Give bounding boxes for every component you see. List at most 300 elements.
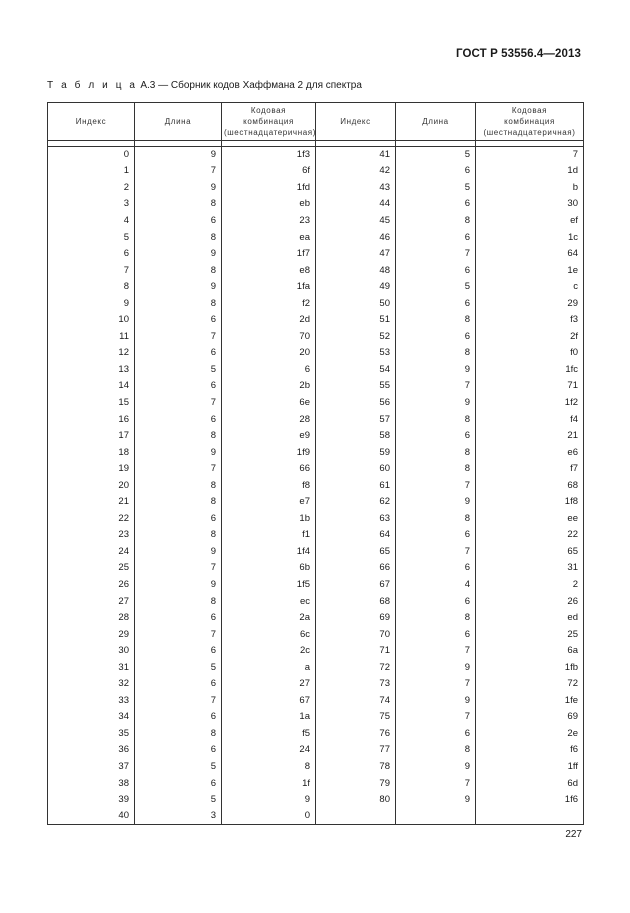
index-cell: 2 xyxy=(48,180,135,197)
length-cell: 9 xyxy=(396,693,476,710)
length-cell: 8 xyxy=(135,477,222,494)
length-cell: 6 xyxy=(396,726,476,743)
codeword-cell: 2e xyxy=(476,726,584,743)
index-cell: 18 xyxy=(48,444,135,461)
codeword-cell: 2d xyxy=(222,312,316,329)
index-cell: 80 xyxy=(316,792,396,809)
column-header-line: Кодовая xyxy=(250,106,287,115)
index-cell: 30 xyxy=(48,643,135,660)
codeword-cell: 1a xyxy=(222,709,316,726)
index-cell: 50 xyxy=(316,295,396,312)
length-cell: 7 xyxy=(396,246,476,263)
length-cell: 8 xyxy=(396,511,476,528)
index-cell: 16 xyxy=(48,411,135,428)
column-header xyxy=(222,103,316,141)
codeword-cell: 2 xyxy=(476,577,584,594)
length-cell: 6 xyxy=(135,709,222,726)
table-row xyxy=(48,494,584,511)
index-cell: 48 xyxy=(316,262,396,279)
codeword-cell: 1f6 xyxy=(476,792,584,809)
index-cell: 20 xyxy=(48,477,135,494)
codeword-cell: 2b xyxy=(222,378,316,395)
codeword-cell: 1c xyxy=(476,229,584,246)
index-cell: 64 xyxy=(316,527,396,544)
index-cell: 11 xyxy=(48,329,135,346)
codeword-cell: 1b xyxy=(222,511,316,528)
index-cell: 66 xyxy=(316,560,396,577)
codeword-cell: 64 xyxy=(476,246,584,263)
codeword-cell: f3 xyxy=(476,312,584,329)
table-row xyxy=(48,742,584,759)
table-row xyxy=(48,461,584,478)
codeword-cell: e8 xyxy=(222,262,316,279)
column-header xyxy=(396,103,476,141)
index-cell: 21 xyxy=(48,494,135,511)
table-row xyxy=(48,213,584,230)
index-cell: 31 xyxy=(48,659,135,676)
table-row xyxy=(48,329,584,346)
length-cell: 5 xyxy=(396,180,476,197)
index-cell: 54 xyxy=(316,362,396,379)
index-cell: 24 xyxy=(48,544,135,561)
codeword-cell: 6 xyxy=(222,362,316,379)
codeword-cell: 2a xyxy=(222,610,316,627)
index-cell: 52 xyxy=(316,329,396,346)
codeword-cell: 6f xyxy=(222,163,316,180)
length-cell: 6 xyxy=(396,626,476,643)
codeword-cell: 69 xyxy=(476,709,584,726)
index-cell: 28 xyxy=(48,610,135,627)
table-row xyxy=(48,527,584,544)
length-cell: 7 xyxy=(396,643,476,660)
codeword-cell: 21 xyxy=(476,428,584,445)
index-cell: 29 xyxy=(48,626,135,643)
codeword-cell: 1fb xyxy=(476,659,584,676)
index-cell: 13 xyxy=(48,362,135,379)
length-cell: 7 xyxy=(135,329,222,346)
codeword-cell: e7 xyxy=(222,494,316,511)
length-cell: 8 xyxy=(396,213,476,230)
length-cell: 9 xyxy=(396,792,476,809)
index-cell: 41 xyxy=(316,147,396,164)
length-cell: 8 xyxy=(135,196,222,213)
index-cell: 61 xyxy=(316,477,396,494)
codeword-cell: a xyxy=(222,659,316,676)
length-cell: 8 xyxy=(135,428,222,445)
codeword-cell: ee xyxy=(476,511,584,528)
index-cell: 72 xyxy=(316,659,396,676)
column-header-line: (шестнадцатеричная) xyxy=(483,128,576,137)
length-cell: 7 xyxy=(396,709,476,726)
codeword-cell: 6a xyxy=(476,643,584,660)
codeword-cell: c xyxy=(476,279,584,296)
codeword-cell: 6b xyxy=(222,560,316,577)
codeword-cell: 29 xyxy=(476,295,584,312)
column-header xyxy=(316,103,396,141)
codeword-cell: 1fe xyxy=(476,693,584,710)
column-header-line: Индекс xyxy=(75,117,107,126)
codeword-cell: 0 xyxy=(222,808,316,825)
codeword-cell: 30 xyxy=(476,196,584,213)
length-cell: 6 xyxy=(396,163,476,180)
codeword-cell: 1f2 xyxy=(476,395,584,412)
length-cell: 6 xyxy=(135,411,222,428)
codeword-cell: 26 xyxy=(476,593,584,610)
length-cell xyxy=(396,808,476,825)
table-row xyxy=(48,378,584,395)
index-cell: 55 xyxy=(316,378,396,395)
codeword-cell: 31 xyxy=(476,560,584,577)
index-cell: 44 xyxy=(316,196,396,213)
length-cell: 8 xyxy=(396,444,476,461)
codeword-cell: f5 xyxy=(222,726,316,743)
table-row xyxy=(48,577,584,594)
table-row xyxy=(48,659,584,676)
table-caption-prefix: Т а б л и ц а xyxy=(47,80,138,91)
codeword-cell: 1f3 xyxy=(222,147,316,164)
column-header-line: комбинация xyxy=(243,117,294,126)
index-cell: 0 xyxy=(48,147,135,164)
length-cell: 8 xyxy=(135,262,222,279)
length-cell: 6 xyxy=(396,329,476,346)
length-cell: 6 xyxy=(396,428,476,445)
length-cell: 6 xyxy=(135,511,222,528)
table-row xyxy=(48,428,584,445)
length-cell: 8 xyxy=(396,610,476,627)
codeword-cell: ec xyxy=(222,593,316,610)
table-row xyxy=(48,544,584,561)
length-cell: 5 xyxy=(135,362,222,379)
codeword-cell: ed xyxy=(476,610,584,627)
length-cell: 8 xyxy=(396,411,476,428)
length-cell: 9 xyxy=(135,444,222,461)
codeword-cell: 70 xyxy=(222,329,316,346)
length-cell: 8 xyxy=(135,593,222,610)
length-cell: 8 xyxy=(135,726,222,743)
length-cell: 7 xyxy=(135,163,222,180)
length-cell: 5 xyxy=(135,759,222,776)
table-header-row xyxy=(48,103,584,141)
codeword-cell: e6 xyxy=(476,444,584,461)
index-cell: 14 xyxy=(48,378,135,395)
codeword-cell: 6e xyxy=(222,395,316,412)
table-row xyxy=(48,775,584,792)
length-cell: 6 xyxy=(135,643,222,660)
codeword-cell: 9 xyxy=(222,792,316,809)
codeword-cell: 25 xyxy=(476,626,584,643)
codeword-cell: 24 xyxy=(222,742,316,759)
table-row xyxy=(48,560,584,577)
index-cell: 46 xyxy=(316,229,396,246)
codeword-cell: 71 xyxy=(476,378,584,395)
codeword-cell: 28 xyxy=(222,411,316,428)
table-caption-text: А.3 — Сборник кодов Хаффмана 2 для спектра xyxy=(137,80,362,91)
index-cell: 60 xyxy=(316,461,396,478)
index-cell: 76 xyxy=(316,726,396,743)
index-cell: 9 xyxy=(48,295,135,312)
length-cell: 9 xyxy=(135,544,222,561)
codeword-cell: e9 xyxy=(222,428,316,445)
index-cell: 5 xyxy=(48,229,135,246)
table-row xyxy=(48,626,584,643)
index-cell: 25 xyxy=(48,560,135,577)
codeword-cell: b xyxy=(476,180,584,197)
codeword-cell: 7 xyxy=(476,147,584,164)
table-row xyxy=(48,262,584,279)
codeword-cell: 1fc xyxy=(476,362,584,379)
index-cell: 78 xyxy=(316,759,396,776)
index-cell: 1 xyxy=(48,163,135,180)
codeword-cell: 2c xyxy=(222,643,316,660)
column-header xyxy=(48,103,135,141)
length-cell: 9 xyxy=(396,395,476,412)
length-cell: 3 xyxy=(135,808,222,825)
length-cell: 4 xyxy=(396,577,476,594)
table-row xyxy=(48,411,584,428)
index-cell: 40 xyxy=(48,808,135,825)
index-cell: 12 xyxy=(48,345,135,362)
length-cell: 8 xyxy=(135,494,222,511)
length-cell: 7 xyxy=(135,626,222,643)
table-row xyxy=(48,709,584,726)
length-cell: 6 xyxy=(396,229,476,246)
index-cell: 71 xyxy=(316,643,396,660)
table-row xyxy=(48,693,584,710)
table-row xyxy=(48,676,584,693)
index-cell xyxy=(316,808,396,825)
codeword-cell: 6d xyxy=(476,775,584,792)
index-cell: 49 xyxy=(316,279,396,296)
length-cell: 7 xyxy=(396,477,476,494)
codeword-cell: 1f7 xyxy=(222,246,316,263)
length-cell: 8 xyxy=(396,742,476,759)
index-cell: 27 xyxy=(48,593,135,610)
length-cell: 7 xyxy=(135,461,222,478)
table-row xyxy=(48,345,584,362)
index-cell: 53 xyxy=(316,345,396,362)
index-cell: 63 xyxy=(316,511,396,528)
table-row xyxy=(48,759,584,776)
length-cell: 6 xyxy=(396,560,476,577)
length-cell: 6 xyxy=(135,213,222,230)
table-row xyxy=(48,511,584,528)
table-row xyxy=(48,246,584,263)
column-header xyxy=(476,103,584,141)
length-cell: 5 xyxy=(135,792,222,809)
table-row xyxy=(48,395,584,412)
document-number: ГОСТ Р 53556.4—2013 xyxy=(456,48,581,60)
table-row xyxy=(48,295,584,312)
index-cell: 69 xyxy=(316,610,396,627)
codeword-cell: 1f8 xyxy=(476,494,584,511)
codeword-cell: ef xyxy=(476,213,584,230)
codeword-cell: 66 xyxy=(222,461,316,478)
codeword-cell: 65 xyxy=(476,544,584,561)
table-row xyxy=(48,229,584,246)
index-cell: 73 xyxy=(316,676,396,693)
index-cell: 33 xyxy=(48,693,135,710)
length-cell: 9 xyxy=(396,659,476,676)
codeword-cell: 22 xyxy=(476,527,584,544)
table-body xyxy=(48,141,584,825)
index-cell: 39 xyxy=(48,792,135,809)
length-cell: 9 xyxy=(396,494,476,511)
table-row xyxy=(48,362,584,379)
index-cell: 22 xyxy=(48,511,135,528)
table-row xyxy=(48,808,584,825)
index-cell: 7 xyxy=(48,262,135,279)
codeword-cell: 23 xyxy=(222,213,316,230)
column-header-line: комбинация xyxy=(504,117,555,126)
index-cell: 75 xyxy=(316,709,396,726)
index-cell: 38 xyxy=(48,775,135,792)
index-cell: 6 xyxy=(48,246,135,263)
length-cell: 8 xyxy=(135,229,222,246)
length-cell: 9 xyxy=(396,759,476,776)
length-cell: 8 xyxy=(396,312,476,329)
table-row xyxy=(48,726,584,743)
codeword-cell xyxy=(476,808,584,825)
index-cell: 19 xyxy=(48,461,135,478)
table-row xyxy=(48,147,584,164)
table-row xyxy=(48,477,584,494)
table-caption xyxy=(47,80,362,91)
codeword-cell: f1 xyxy=(222,527,316,544)
codeword-cell: eb xyxy=(222,196,316,213)
length-cell: 9 xyxy=(135,180,222,197)
codeword-cell: 1f9 xyxy=(222,444,316,461)
length-cell: 6 xyxy=(396,593,476,610)
length-cell: 6 xyxy=(135,742,222,759)
index-cell: 34 xyxy=(48,709,135,726)
length-cell: 6 xyxy=(135,378,222,395)
index-cell: 26 xyxy=(48,577,135,594)
column-header-line: Длина xyxy=(164,117,192,126)
length-cell: 7 xyxy=(396,378,476,395)
codeword-cell: 8 xyxy=(222,759,316,776)
codeword-cell: 72 xyxy=(476,676,584,693)
length-cell: 7 xyxy=(396,676,476,693)
index-cell: 10 xyxy=(48,312,135,329)
length-cell: 6 xyxy=(396,262,476,279)
index-cell: 42 xyxy=(316,163,396,180)
codeword-cell: 68 xyxy=(476,477,584,494)
index-cell: 8 xyxy=(48,279,135,296)
index-cell: 3 xyxy=(48,196,135,213)
index-cell: 37 xyxy=(48,759,135,776)
length-cell: 6 xyxy=(135,676,222,693)
index-cell: 45 xyxy=(316,213,396,230)
length-cell: 8 xyxy=(135,295,222,312)
table-row xyxy=(48,196,584,213)
index-cell: 35 xyxy=(48,726,135,743)
index-cell: 32 xyxy=(48,676,135,693)
codeword-cell: 1fa xyxy=(222,279,316,296)
length-cell: 9 xyxy=(135,577,222,594)
index-cell: 59 xyxy=(316,444,396,461)
codeword-cell: f0 xyxy=(476,345,584,362)
codeword-cell: f8 xyxy=(222,477,316,494)
index-cell: 68 xyxy=(316,593,396,610)
index-cell: 67 xyxy=(316,577,396,594)
length-cell: 7 xyxy=(396,775,476,792)
codeword-cell: 27 xyxy=(222,676,316,693)
length-cell: 6 xyxy=(135,312,222,329)
length-cell: 6 xyxy=(396,295,476,312)
length-cell: 6 xyxy=(135,610,222,627)
length-cell: 6 xyxy=(396,527,476,544)
codeword-cell: 1ff xyxy=(476,759,584,776)
codeword-cell: 67 xyxy=(222,693,316,710)
length-cell: 8 xyxy=(396,345,476,362)
column-header-line: Длина xyxy=(422,117,449,126)
codeword-cell: 2f xyxy=(476,329,584,346)
index-cell: 62 xyxy=(316,494,396,511)
codeword-cell: 20 xyxy=(222,345,316,362)
index-cell: 47 xyxy=(316,246,396,263)
codeword-cell: 1d xyxy=(476,163,584,180)
length-cell: 5 xyxy=(396,147,476,164)
codeword-cell: ea xyxy=(222,229,316,246)
codeword-cell: 1e xyxy=(476,262,584,279)
index-cell: 79 xyxy=(316,775,396,792)
codeword-cell: 1f4 xyxy=(222,544,316,561)
table-row xyxy=(48,643,584,660)
codeword-cell: 1f5 xyxy=(222,577,316,594)
table-row xyxy=(48,279,584,296)
index-cell: 58 xyxy=(316,428,396,445)
index-cell: 23 xyxy=(48,527,135,544)
table-row xyxy=(48,610,584,627)
length-cell: 8 xyxy=(396,461,476,478)
huffman-codebook-table xyxy=(47,102,584,825)
column-header-line: (шестнадцатеричная) xyxy=(224,128,316,137)
index-cell: 74 xyxy=(316,693,396,710)
index-cell: 15 xyxy=(48,395,135,412)
table-row xyxy=(48,163,584,180)
length-cell: 5 xyxy=(396,279,476,296)
length-cell: 7 xyxy=(135,693,222,710)
index-cell: 57 xyxy=(316,411,396,428)
index-cell: 43 xyxy=(316,180,396,197)
length-cell: 9 xyxy=(135,246,222,263)
column-header xyxy=(135,103,222,141)
index-cell: 51 xyxy=(316,312,396,329)
table-row xyxy=(48,312,584,329)
length-cell: 9 xyxy=(135,147,222,164)
length-cell: 6 xyxy=(135,775,222,792)
codeword-cell: 1f xyxy=(222,775,316,792)
index-cell: 4 xyxy=(48,213,135,230)
codeword-cell: f2 xyxy=(222,295,316,312)
table-row xyxy=(48,180,584,197)
page-number: 227 xyxy=(565,829,582,840)
table-header xyxy=(48,103,584,141)
index-cell: 65 xyxy=(316,544,396,561)
index-cell: 36 xyxy=(48,742,135,759)
length-cell: 5 xyxy=(135,659,222,676)
length-cell: 7 xyxy=(135,395,222,412)
length-cell: 7 xyxy=(396,544,476,561)
length-cell: 9 xyxy=(396,362,476,379)
codeword-cell: 6c xyxy=(222,626,316,643)
length-cell: 6 xyxy=(396,196,476,213)
column-header-line: Индекс xyxy=(340,117,371,126)
index-cell: 17 xyxy=(48,428,135,445)
table-row xyxy=(48,792,584,809)
index-cell: 56 xyxy=(316,395,396,412)
table-row xyxy=(48,444,584,461)
